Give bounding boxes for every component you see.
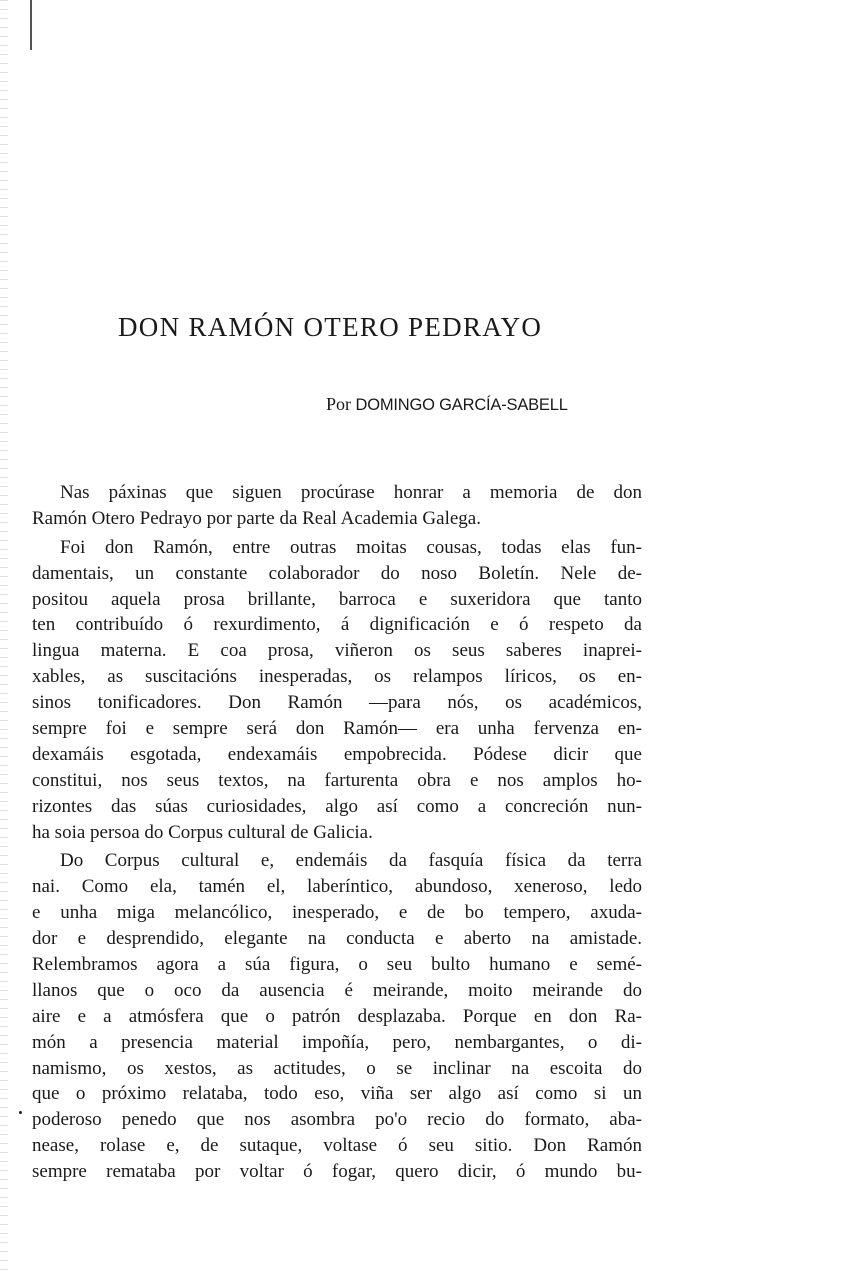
text-line: xables, as suscitacións inesperadas, os relampos líricos, os en- <box>32 666 642 688</box>
text-line: Do Corpus cultural e, endemáis da fasquía física da terra <box>60 850 642 872</box>
text-line: llanos que o oco da ausencia é meirande, moito meirande do <box>32 979 642 1001</box>
scan-gutter-noise <box>0 0 8 1278</box>
byline-prefix: Por <box>326 394 352 414</box>
text-line: Nas páxinas que siguen procúrase honrar a memoria de don <box>60 482 642 503</box>
text-line: rizontes das súas curiosidades, algo así como a concreción nun- <box>32 795 642 817</box>
scan-edge-mark <box>30 0 32 50</box>
stray-ink-dot <box>19 1111 22 1114</box>
text-line: nease, rolase e, de sutaque, voltase ó seu sitio. Don Ramón <box>32 1135 642 1157</box>
text-line: aire e a atmósfera que o patrón desplazaba. Porque en don Ra- <box>32 1005 642 1027</box>
text-line: lingua materna. E coa prosa, viñeron os seus saberes inaprei- <box>32 640 642 662</box>
text-line: Foi don Ramón, entre outras moitas cousas, todas elas fun- <box>60 536 642 558</box>
text-line: e unha miga melancólico, inesperado, e de bo tempero, axuda- <box>32 902 642 924</box>
text-line: damentais, un constante colaborador do noso Boletín. Nele de- <box>32 562 642 584</box>
text-line: poderoso penedo que nos asombra po'o recio do formato, aba- <box>32 1109 642 1131</box>
text-line: constitui, nos seus textos, na farturenta obra e nos amplos ho- <box>32 769 642 791</box>
text-line: ha soia persoa do Corpus cultural de Galicia. <box>32 821 373 843</box>
text-line: sinos tonificadores. Don Ramón —para nós, os académicos, <box>32 692 642 714</box>
text-line: dor e desprendido, elegante na conducta e aberto na amistade. <box>32 928 642 950</box>
article-title: DON RAMÓN OTERO PEDRAYO <box>118 312 543 342</box>
text-line: namismo, os xestos, as actitudes, o se inclinar na escoita do <box>32 1057 642 1079</box>
text-line: món a presencia material impoñía, pero, nembargantes, o di- <box>32 1031 642 1053</box>
article-body <box>32 480 642 1185</box>
byline-author: DOMINGO GARCÍA-SABELL <box>355 396 568 414</box>
text-line: Ramón Otero Pedrayo por parte da Real Academia Galega. <box>32 507 481 529</box>
byline <box>326 394 646 415</box>
text-line: Relembramos agora a súa figura, o seu bulto humano e semé- <box>32 954 642 976</box>
text-line: ten contribuído ó rexurdimento, á dignificación e ó respeto da <box>32 614 642 636</box>
text-line: positou aquela prosa brillante, barroca e suxeridora que tanto <box>32 588 642 610</box>
text-line: que o próximo relataba, todo eso, viña ser algo así como si un <box>32 1083 642 1105</box>
text-line: dexamáis esgotada, endexamáis empobrecida. Pódese dicir que <box>32 743 642 765</box>
text-line: nai. Como ela, tamén el, laberíntico, abundoso, xeneroso, ledo <box>32 876 642 898</box>
text-line: sempre remataba por voltar ó fogar, quero dicir, ó mundo bu- <box>32 1161 642 1183</box>
text-line: sempre foi e sempre será don Ramón— era unha fervenza en- <box>32 718 642 740</box>
